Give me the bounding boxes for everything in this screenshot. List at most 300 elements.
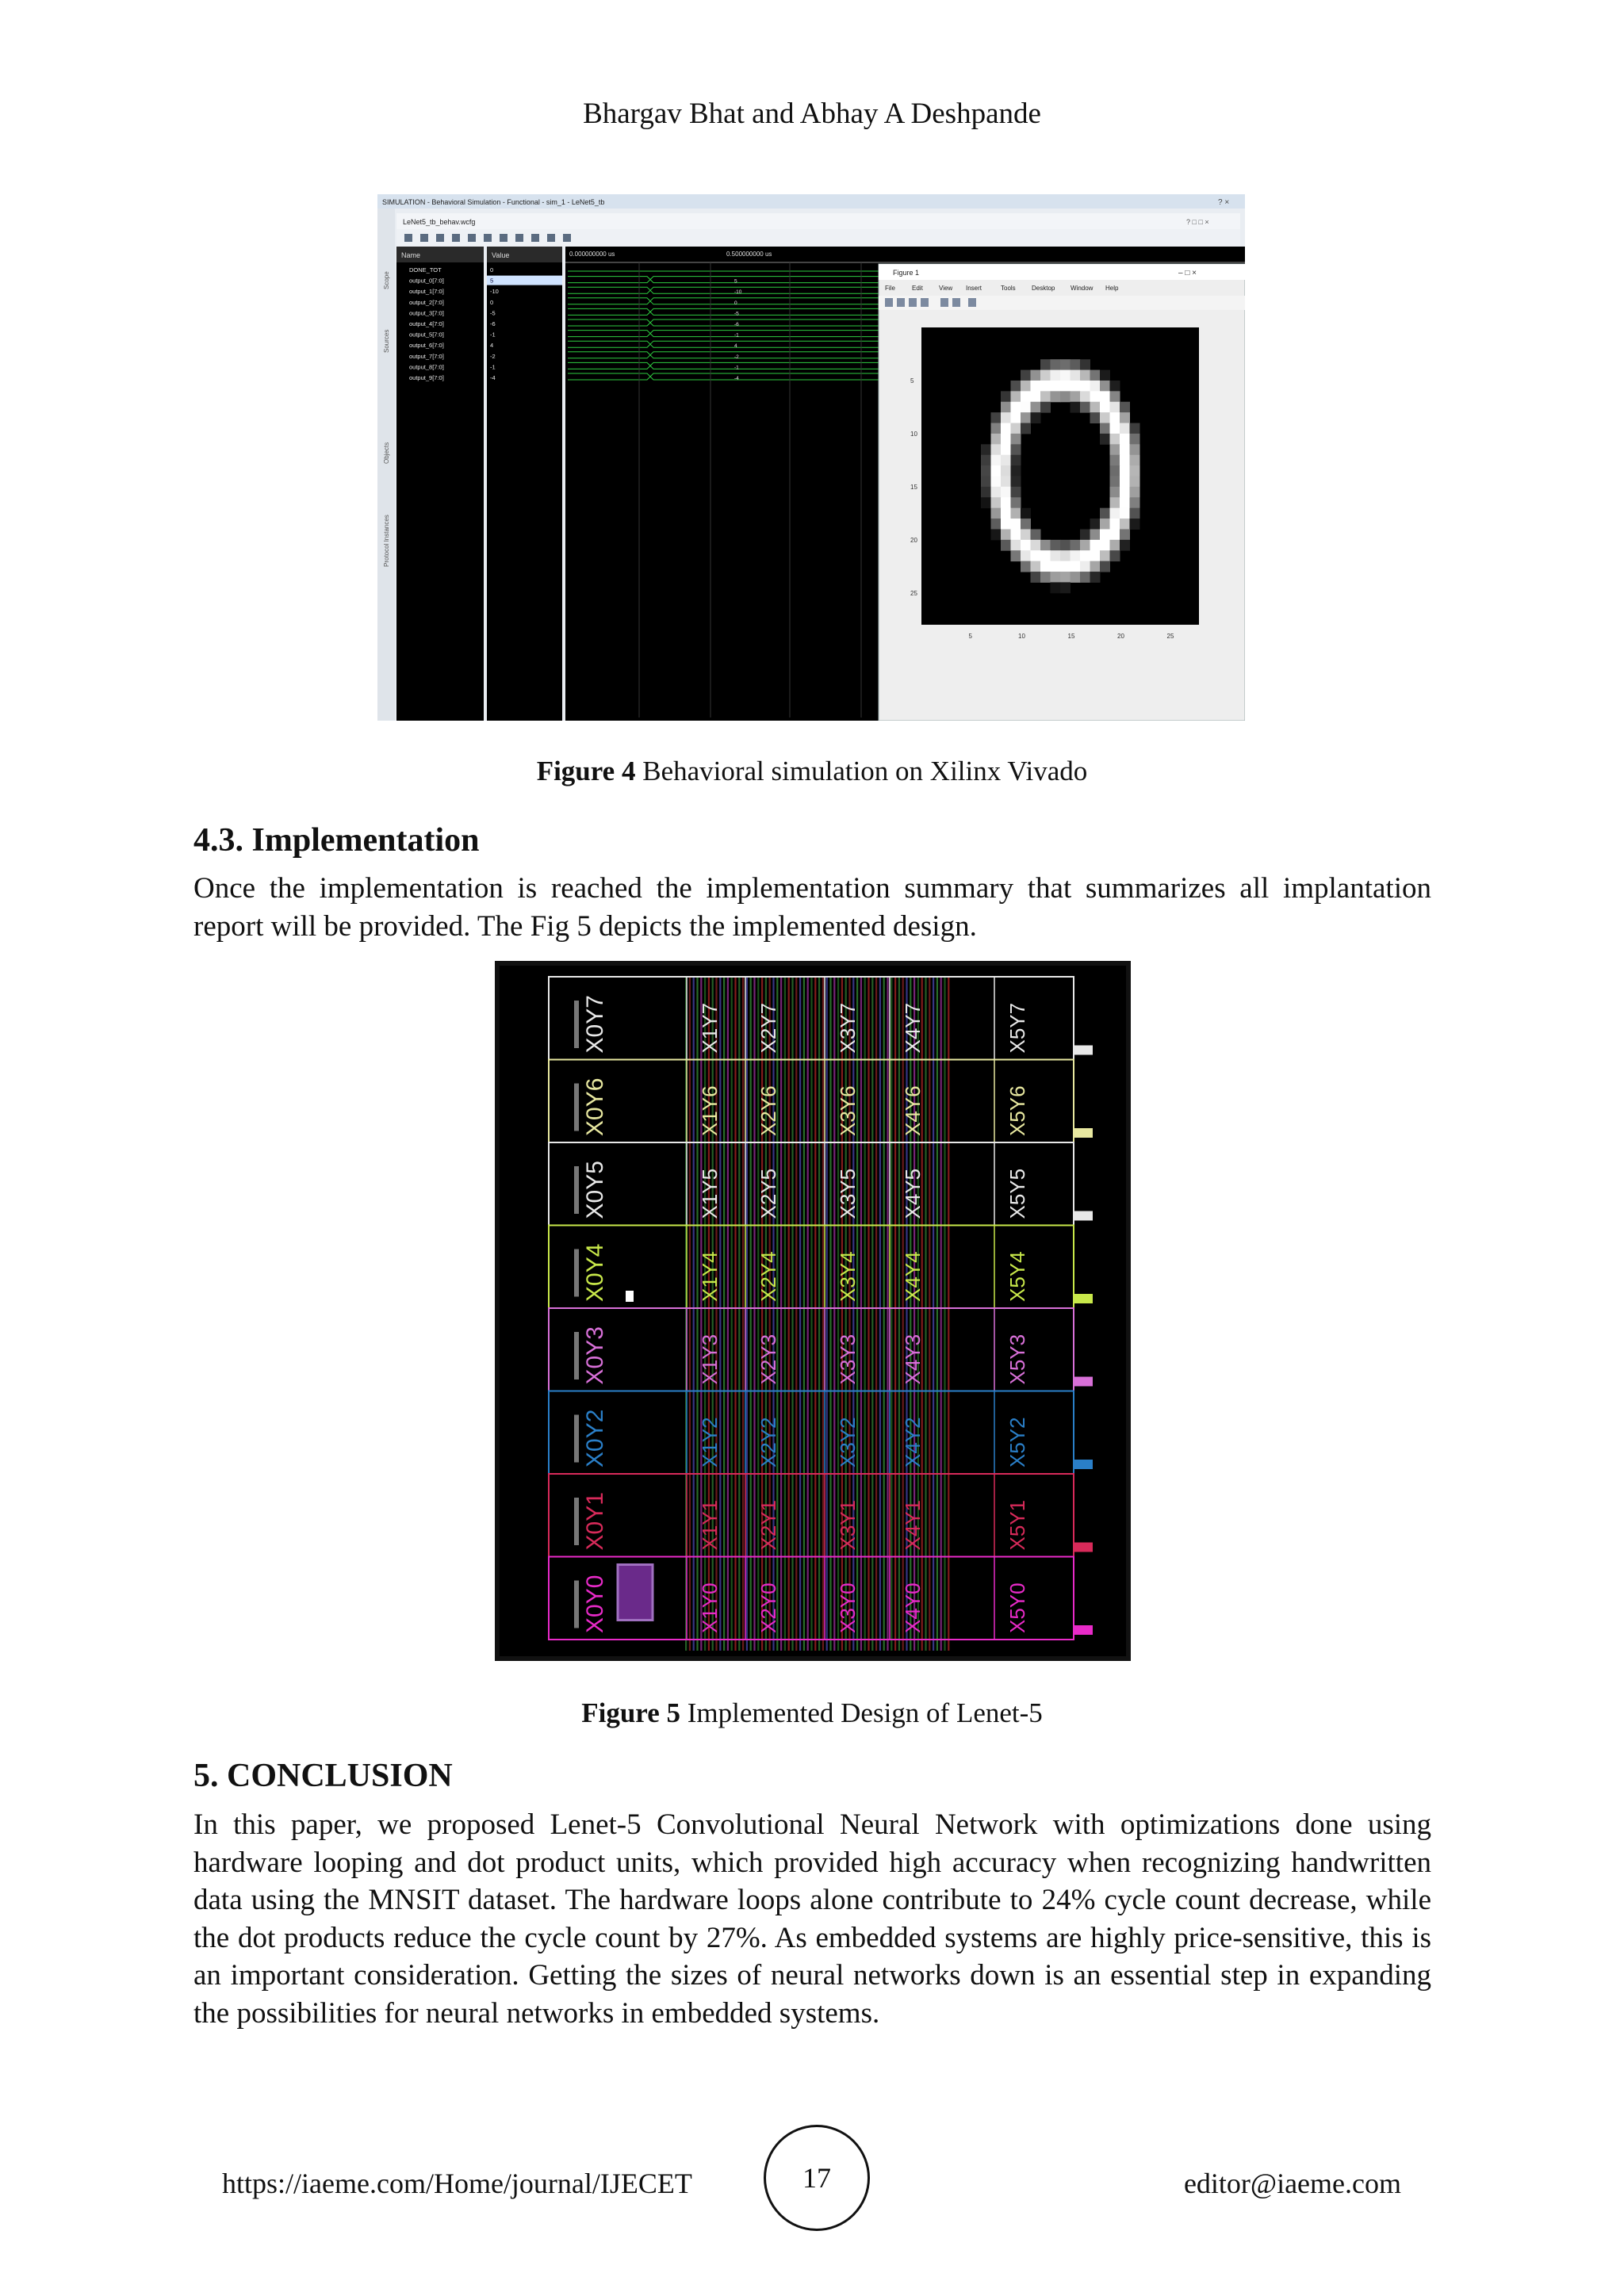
new-figure-icon <box>885 298 893 307</box>
clock-region-label: X2Y5 <box>756 1168 780 1219</box>
plot-menu-item[interactable]: Tools <box>1001 285 1016 292</box>
routing-stripe <box>753 977 755 1651</box>
routing-stripe <box>731 977 733 1651</box>
signal-name[interactable]: output_0[7:0] <box>409 277 444 285</box>
signal-name[interactable]: output_1[7:0] <box>409 288 444 296</box>
routing-stripe <box>887 977 888 1651</box>
routing-stripe <box>742 977 744 1651</box>
clock-region-label: X5Y3 <box>1005 1334 1029 1385</box>
digit-pixel <box>991 508 1002 519</box>
side-tab-objects: Objects <box>383 442 390 464</box>
routing-stripe <box>738 977 740 1651</box>
routing-stripe <box>788 977 790 1651</box>
signal-value: -10 <box>490 288 499 296</box>
routing-stripe <box>750 977 752 1651</box>
clock-region-label: X2Y3 <box>756 1334 780 1385</box>
clock-region-label: X5Y5 <box>1005 1168 1029 1219</box>
waveform-label: -2 <box>734 354 739 360</box>
clock-region-label: X0Y6 <box>582 1077 608 1136</box>
digit-pixel <box>1051 561 1061 572</box>
clock-region-label: X0Y4 <box>582 1243 608 1302</box>
routing-stripe <box>925 977 926 1651</box>
footer-url[interactable]: https://iaeme.com/Home/journal/IJECET <box>222 2168 692 2199</box>
digit-pixel <box>1001 455 1011 466</box>
routing-stripe <box>860 977 862 1651</box>
digit-pixel <box>1011 497 1021 508</box>
digit-pixel <box>1100 540 1110 551</box>
digit-pixel <box>1001 423 1011 434</box>
routing-stripe <box>875 977 877 1651</box>
clock-region-label: X3Y1 <box>836 1499 860 1551</box>
signal-name[interactable]: output_3[7:0] <box>409 309 444 317</box>
digit-pixel <box>1071 550 1081 561</box>
digit-pixel <box>991 455 1002 466</box>
digit-pixel <box>1031 572 1041 583</box>
digit-pixel <box>981 455 991 466</box>
clock-region-label: X4Y6 <box>901 1085 925 1136</box>
digit-pixel <box>1011 391 1021 402</box>
transceiver-marker <box>1074 1211 1093 1221</box>
digit-pixel <box>1110 391 1120 402</box>
routing-stripe <box>822 977 824 1651</box>
open-icon <box>897 298 905 307</box>
routing-stripe <box>814 977 816 1651</box>
digit-pixel <box>1130 423 1140 434</box>
transceiver-marker <box>1074 1377 1093 1387</box>
digit-pixel <box>1100 391 1110 402</box>
clock-region-label: X5Y1 <box>1005 1499 1029 1551</box>
digit-pixel <box>1090 519 1101 530</box>
digit-pixel <box>1011 423 1021 434</box>
placed-logic-block <box>618 1565 653 1621</box>
signal-name[interactable]: output_7[7:0] <box>409 352 444 360</box>
signal-value: -6 <box>490 320 496 327</box>
clock-region-label: X3Y6 <box>836 1085 860 1136</box>
io-bank-marker <box>574 1581 579 1628</box>
digit-pixel <box>1120 476 1130 488</box>
wave-tab-name: LeNet5_tb_behav.wcfg <box>403 218 476 226</box>
digit-pixel <box>1011 434 1021 445</box>
digit-pixel <box>1071 540 1081 551</box>
routing-stripe <box>871 977 873 1651</box>
digit-pixel <box>1011 455 1021 466</box>
time-start: 0.000000000 us <box>569 251 615 258</box>
signal-name[interactable]: output_2[7:0] <box>409 298 444 306</box>
digit-pixel <box>1040 402 1051 413</box>
digit-pixel <box>1130 519 1140 530</box>
signal-name[interactable]: output_4[7:0] <box>409 320 444 327</box>
signal-value: -4 <box>490 374 496 381</box>
plot-menu-item[interactable]: View <box>939 285 953 292</box>
clock-region-label: X1Y7 <box>698 1002 722 1054</box>
x-tick-label: 5 <box>968 633 972 640</box>
digit-pixel <box>1110 508 1120 519</box>
digit-pixel <box>1090 402 1101 413</box>
digit-pixel <box>1011 508 1021 519</box>
x-tick-label: 10 <box>1018 633 1025 640</box>
figure-4-caption-text: Behavioral simulation on Xilinx Vivado <box>642 756 1088 786</box>
side-tab-sources: Sources <box>383 329 390 353</box>
clock-region-label: X2Y0 <box>756 1582 780 1633</box>
digit-pixel <box>1100 561 1110 572</box>
routing-stripe <box>936 977 938 1651</box>
figure-5-caption-label: Figure 5 <box>581 1697 680 1728</box>
waveform-label: -5 <box>734 311 739 317</box>
digit-pixel <box>991 529 1002 540</box>
digit-pixel <box>1051 540 1061 551</box>
routing-stripe <box>898 977 900 1651</box>
io-bank-marker <box>574 1249 579 1297</box>
digit-pixel <box>1100 519 1110 530</box>
digit-pixel <box>1100 402 1110 413</box>
plot-menu-item[interactable]: Window <box>1071 285 1094 292</box>
digit-pixel <box>1011 540 1021 551</box>
routing-stripe <box>826 977 828 1651</box>
signal-name[interactable]: output_6[7:0] <box>409 342 444 350</box>
section-4-3-paragraph: Once the implementation is reached the implementation summary that summarizes all implantation report will be provided. The Fig 5 depicts the implemented design. <box>193 872 1431 943</box>
digit-pixel <box>1100 550 1110 561</box>
digit-pixel <box>1031 550 1041 561</box>
clock-region-label: X3Y4 <box>836 1251 860 1302</box>
clock-region-label: X1Y3 <box>698 1334 722 1385</box>
y-tick-label: 10 <box>910 430 917 438</box>
waveform-label: 4 <box>734 343 737 350</box>
digit-pixel <box>1060 370 1071 381</box>
legend-icon <box>952 298 960 307</box>
digit-pixel <box>1120 402 1130 413</box>
waveform-label: -4 <box>734 376 739 381</box>
footer-email[interactable]: editor@iaeme.com <box>1183 2168 1401 2199</box>
digit-pixel <box>991 476 1002 488</box>
digit-pixel <box>1130 508 1140 519</box>
clock-region-label: X4Y0 <box>901 1582 925 1633</box>
plot-menu-item[interactable]: File <box>885 285 895 292</box>
digit-pixel <box>1130 465 1140 476</box>
clock-region-label: X1Y5 <box>698 1168 722 1219</box>
digit-pixel <box>1031 381 1041 392</box>
digit-pixel <box>1051 572 1061 583</box>
digit-pixel <box>1110 550 1120 561</box>
digit-pixel <box>1001 465 1011 476</box>
digit-pixel <box>1011 529 1021 540</box>
digit-pixel <box>1120 487 1130 498</box>
routing-stripe <box>723 977 725 1651</box>
digit-pixel <box>1090 550 1101 561</box>
digit-pixel <box>991 423 1002 434</box>
link-icon <box>940 298 948 307</box>
digit-pixel <box>1100 381 1110 392</box>
digit-pixel <box>1080 402 1090 413</box>
routing-stripe <box>894 977 896 1651</box>
digit-pixel <box>1011 402 1021 413</box>
digit-pixel <box>1110 465 1120 476</box>
digit-pixel <box>1071 370 1081 381</box>
transceiver-marker <box>1074 1543 1093 1552</box>
figure-5-caption-text: Implemented Design of Lenet-5 <box>687 1697 1043 1728</box>
clock-region-label: X0Y7 <box>582 995 608 1054</box>
digit-pixel <box>1011 487 1021 498</box>
digit-pixel <box>1110 476 1120 488</box>
waveform-label: 5 <box>734 278 737 285</box>
clock-region-label: X2Y1 <box>756 1499 780 1551</box>
running-header: Bhargav Bhat and Abhay A Deshpande <box>583 98 1041 130</box>
digit-pixel <box>1021 508 1031 519</box>
routing-stripe <box>803 977 805 1651</box>
digit-pixel <box>1011 476 1021 488</box>
clock-region-label: X5Y2 <box>1005 1417 1029 1468</box>
digit-pixel <box>1071 359 1081 370</box>
value-column <box>487 247 562 721</box>
digit-pixel <box>1120 412 1130 423</box>
digit-pixel <box>1120 508 1130 519</box>
digit-pixel <box>1040 359 1051 370</box>
section-5-paragraph: In this paper, we proposed Lenet-5 Convolutional Neural Network with optimizations done using hardware looping and dot product units, which provided high accuracy when recognizing handwritten data using the MNSIT dataset. The hardware loops alone contribute to 24% cycle count decrease, while the dot products reduce the cycle count by 27%. As embedded systems are highly price-sensitive, this is an important consideration. Getting the sizes of neural networks down is an essential step in expanding the possibilities for neural networks in embedded systems. <box>193 1808 1431 2030</box>
digit-pixel <box>1021 402 1031 413</box>
pointer-icon <box>968 298 976 307</box>
digit-pixel <box>1051 359 1061 370</box>
digit-pixel <box>1021 561 1031 572</box>
digit-pixel <box>981 476 991 488</box>
clock-region-label: X4Y4 <box>901 1251 925 1302</box>
waveform-label: -6 <box>734 322 739 327</box>
digit-pixel <box>1090 540 1101 551</box>
digit-pixel <box>1110 423 1120 434</box>
digit-pixel <box>1031 412 1041 423</box>
transceiver-marker <box>1074 1460 1093 1469</box>
clock-region-label: X4Y3 <box>901 1334 925 1385</box>
signal-name[interactable]: output_9[7:0] <box>409 374 444 381</box>
digit-pixel <box>1090 412 1101 423</box>
digit-pixel <box>1110 529 1120 540</box>
digit-pixel <box>1080 540 1090 551</box>
section-4-3-heading: 4.3. Implementation <box>193 822 480 859</box>
clock-region-label: X2Y4 <box>756 1251 780 1302</box>
signal-value: -5 <box>490 309 496 317</box>
digit-pixel <box>1021 529 1031 540</box>
signal-name[interactable]: DONE_TOT <box>409 266 442 274</box>
io-bank-marker <box>574 1415 579 1463</box>
digit-pixel <box>1031 402 1041 413</box>
routing-stripe <box>727 977 729 1651</box>
digit-pixel <box>1011 412 1021 423</box>
routing-stripe <box>933 977 934 1651</box>
routing-stripe <box>693 977 695 1651</box>
col-name-header: Name <box>401 251 421 259</box>
digit-pixel <box>1071 381 1081 392</box>
add-marker-icon <box>563 234 571 242</box>
digit-pixel <box>1071 561 1081 572</box>
waveform-label: -1 <box>734 332 739 339</box>
digit-pixel <box>1011 519 1021 530</box>
clock-region-label: X2Y6 <box>756 1085 780 1136</box>
digit-pixel <box>1130 434 1140 445</box>
digit-pixel <box>1040 572 1051 583</box>
clock-region-label: X3Y7 <box>836 1002 860 1054</box>
clock-region-label: X4Y2 <box>901 1417 925 1468</box>
digit-pixel <box>1071 391 1081 402</box>
section-5-heading: 5. CONCLUSION <box>193 1758 453 1794</box>
clock-region-label: X0Y5 <box>582 1161 608 1219</box>
clock-region-label: X4Y7 <box>901 1002 925 1054</box>
digit-pixel <box>1011 465 1021 476</box>
digit-pixel <box>1110 455 1120 466</box>
waveform-label: -1 <box>734 365 739 371</box>
routing-stripe <box>734 977 736 1651</box>
plot-menu-item[interactable]: Insert <box>966 285 982 292</box>
digit-pixel <box>1001 497 1011 508</box>
routing-stripe <box>944 977 945 1651</box>
digit-pixel <box>1021 423 1031 434</box>
digit-pixel <box>981 487 991 498</box>
routing-stripe <box>689 977 691 1651</box>
digit-pixel <box>1001 402 1011 413</box>
digit-pixel <box>1130 455 1140 466</box>
digit-pixel <box>1051 381 1061 392</box>
digit-pixel <box>1090 529 1101 540</box>
waveform-label: 0 <box>734 300 737 306</box>
transceiver-marker <box>1074 1046 1093 1055</box>
clock-region-label: X4Y1 <box>901 1499 925 1551</box>
col-value-header: Value <box>492 251 510 259</box>
routing-stripe <box>780 977 782 1651</box>
digit-pixel <box>981 497 991 508</box>
digit-pixel <box>1031 561 1041 572</box>
digit-pixel <box>991 444 1002 455</box>
digit-pixel <box>1120 529 1130 540</box>
digit-pixel <box>1011 381 1021 392</box>
digit-pixel <box>1120 465 1130 476</box>
save-figure-icon <box>909 298 917 307</box>
digit-pixel <box>1060 391 1071 402</box>
digit-pixel <box>1080 370 1090 381</box>
digit-pixel <box>1021 412 1031 423</box>
digit-pixel <box>991 434 1002 445</box>
signal-name[interactable]: output_5[7:0] <box>409 331 444 339</box>
digit-pixel <box>1090 572 1101 583</box>
plot-menu-item[interactable]: Edit <box>912 285 923 292</box>
side-tab-scope: Scope <box>383 271 390 289</box>
digit-pixel <box>1120 444 1130 455</box>
figure-4-caption-label: Figure 4 <box>536 756 636 786</box>
clock-region-label: X5Y0 <box>1005 1582 1029 1633</box>
figure-4-simulation-screenshot <box>377 194 1245 721</box>
plot-window-controls: – □ × <box>1178 269 1197 277</box>
placed-cell-marker <box>626 1291 634 1302</box>
digit-pixel <box>1100 412 1110 423</box>
digit-pixel <box>1001 519 1011 530</box>
digit-pixel <box>1021 381 1031 392</box>
routing-stripe <box>891 977 892 1651</box>
digit-pixel <box>1001 529 1011 540</box>
clock-region-label: X1Y4 <box>698 1251 722 1302</box>
figure-4-caption <box>0 756 1624 787</box>
signal-value: 0 <box>490 298 494 306</box>
io-bank-marker <box>574 1166 579 1214</box>
digit-pixel <box>1110 444 1120 455</box>
digit-pixel <box>1021 519 1031 530</box>
digit-pixel <box>1060 561 1071 572</box>
digit-pixel <box>1110 540 1120 551</box>
digit-pixel <box>1110 434 1120 445</box>
clock-region-label: X1Y6 <box>698 1085 722 1136</box>
clock-region-label: X1Y1 <box>698 1499 722 1551</box>
zoom-out-icon <box>452 234 460 242</box>
digit-pixel <box>1021 550 1031 561</box>
clock-region-label: X3Y3 <box>836 1334 860 1385</box>
digit-pixel <box>1051 370 1061 381</box>
routing-stripe <box>883 977 885 1651</box>
digit-pixel <box>1120 497 1130 508</box>
routing-stripe <box>868 977 869 1651</box>
digit-pixel <box>1110 381 1120 392</box>
wave-tab-bar <box>396 213 1240 229</box>
signal-name[interactable]: output_8[7:0] <box>409 363 444 371</box>
y-tick-label: 20 <box>910 536 917 544</box>
digit-pixel <box>1130 476 1140 488</box>
clock-region-label: X1Y0 <box>698 1582 722 1633</box>
io-bank-marker <box>574 1084 579 1131</box>
clock-region-label: X4Y5 <box>901 1168 925 1219</box>
digit-pixel <box>1001 476 1011 488</box>
routing-stripe <box>818 977 820 1651</box>
digit-pixel <box>1040 381 1051 392</box>
x-tick-label: 15 <box>1067 633 1075 640</box>
routing-stripe <box>864 977 866 1651</box>
digit-pixel <box>1130 487 1140 498</box>
x-tick-label: 25 <box>1166 633 1174 640</box>
digit-pixel <box>1110 487 1120 498</box>
digit-pixel <box>1031 529 1041 540</box>
search-icon <box>404 234 412 242</box>
next-edge-icon <box>547 234 555 242</box>
digit-pixel <box>1031 391 1041 402</box>
digit-pixel <box>1130 497 1140 508</box>
routing-stripe <box>929 977 930 1651</box>
digit-pixel <box>981 465 991 476</box>
clock-region-label: X3Y2 <box>836 1417 860 1468</box>
plot-menu-bar <box>885 285 1119 292</box>
digit-pixel <box>1040 561 1051 572</box>
digit-pixel <box>1090 381 1101 392</box>
plot-menu-item[interactable]: Desktop <box>1032 285 1055 292</box>
digit-pixel <box>1120 455 1130 466</box>
transceiver-marker <box>1074 1625 1093 1635</box>
page-number: 17 <box>764 2125 870 2231</box>
plot-menu-item[interactable]: Help <box>1105 285 1119 292</box>
x-tick-label: 20 <box>1117 633 1124 640</box>
digit-pixel <box>1060 582 1071 593</box>
digit-pixel <box>991 497 1002 508</box>
routing-stripe <box>791 977 793 1651</box>
digit-pixel <box>1040 391 1051 402</box>
digit-pixel <box>1071 402 1081 413</box>
digit-pixel <box>1040 550 1051 561</box>
clock-region-label: X3Y0 <box>836 1582 860 1633</box>
transceiver-marker <box>1074 1128 1093 1138</box>
digit-pixel <box>1080 529 1090 540</box>
digit-pixel <box>1001 412 1011 423</box>
routing-stripe <box>795 977 797 1651</box>
digit-pixel <box>1100 423 1110 434</box>
digit-pixel <box>1060 572 1071 583</box>
window-title: SIMULATION - Behavioral Simulation - Functional - sim_1 - LeNet5_tb <box>382 198 605 206</box>
clock-region-label: X5Y7 <box>1005 1002 1029 1054</box>
digit-pixel <box>991 465 1002 476</box>
routing-stripe <box>799 977 801 1651</box>
digit-pixel <box>1060 359 1071 370</box>
digit-pixel <box>1051 582 1061 593</box>
figure-5-implemented-design <box>495 961 1131 1661</box>
